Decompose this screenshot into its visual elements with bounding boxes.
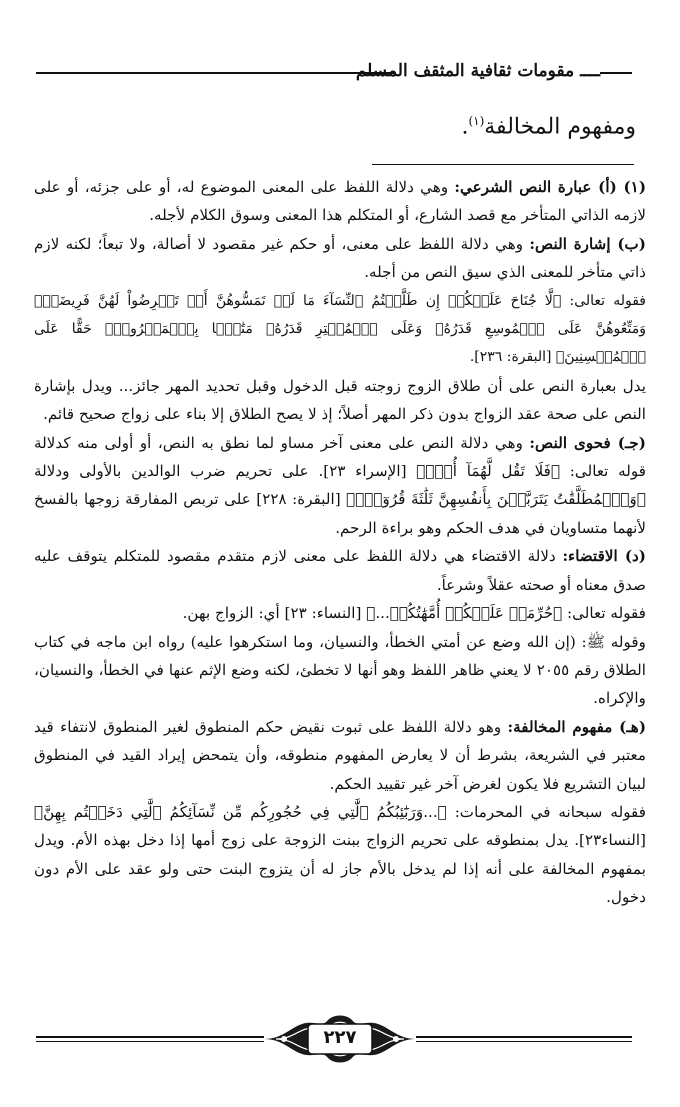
term-label: (ب) إشارة النص: xyxy=(529,234,646,253)
intro-line xyxy=(76,104,636,144)
running-header-title: ــــ مقومات ثقافية المثقف المسلم xyxy=(355,61,600,81)
quran-quote: فقوله تعالى: ﴿لَّا جُنَاحَ عَلَيۡكُمۡ إِن طَلَّقۡتُمُ ٱلنِّسَآءَ مَا لَمۡ تَمَسُّوهُنَّ أَوۡ تَفۡرِضُواْ لَهُنَّ فَرِيضَةٗۚ وَمَتِّعُوهُنَّ عَلَى ٱلۡمُوسِعِ قَدَرُهُۥ وَعَلَى ٱلۡمُقۡتِرِ قَدَرُهُۥ مَتَٰعَۢا بِٱلۡمَعۡرُوفِۖ حَقًّا عَلَى ٱلۡمُحۡسِنِينَ﴾ [البقرة: ٢٣٦]. xyxy=(34,292,646,366)
term-label: (جـ) فحوى النص: xyxy=(529,433,646,452)
intro-text: ومفهوم المخالفة xyxy=(484,114,636,140)
header-rule-right xyxy=(600,72,632,74)
paragraph-text: فقوله سبحانه في المحرمات: ﴿...وَرَبَٰٓئِبُكُمُ ٱلَّٰتِي فِي حُجُورِكُم مِّن نِّسَآئِكُمُ ٱلَّٰتِي دَخَلۡتُم بِهِنَّ﴾ [النساء٢٣]. يدل بمنطوقه على تحريم الزواج ببنت الزوجة على زوج أمها إذا دخل بهذه الأم. ويدل بمفهوم المخالفة على أنه إذا لم يدخل بالأم جاز له أن يتزوج البنت حتى ولو عقد على الأم دون دخول. xyxy=(34,802,646,907)
footnote-paragraph xyxy=(34,628,646,713)
term-label: (هـ) مفهوم المخالفة: xyxy=(507,717,647,736)
term-label: (د) الاقتضاء: xyxy=(562,547,646,566)
term-label: (١) (أ) عبارة النص الشرعي: xyxy=(454,178,647,196)
footnote-separator xyxy=(372,164,634,165)
footer-rule-right-thin xyxy=(416,1041,632,1042)
footnote-paragraph xyxy=(34,713,646,798)
footer-rule-right xyxy=(416,1036,632,1038)
footnote-paragraph xyxy=(34,429,646,543)
footnote-paragraph xyxy=(34,798,646,912)
paragraph-text: وهي دلالة النص على معنى آخر مساو لما نطق به النص، أو أولى منه كدلالة قوله تعالى: ﴿فَلَا تَقُل لَّهُمَآ أُفّٖ﴾ [الإسراء ٢٣]. على تحريم ضرب الوالدين بالأولى ودلالة ﴿وَٱلۡمُطَلَّقَٰتُ يَتَرَبَّصۡنَ بِأَنفُسِهِنَّ ثَلَٰثَةَ قُرُوٓءٖۚ﴾ [البقرة: ٢٢٨] على تربص المفارقة زوجها بالفسخ لأنهما متساويان في هدف الحكم وهو براءة الرحم. xyxy=(34,433,646,537)
paragraph-text: فقوله تعالى: ﴿حُرِّمَتۡ عَلَيۡكُمۡ أُمَّهَٰتُكُمۡ...﴾ [النساء: ٢٣] أي: الزواج بهن. xyxy=(182,604,646,623)
paragraph-text: وهي دلالة اللفظ على المعنى الموضوع له، أو على جزئه، أو على لازمه الذاتي المتأخر مع قصد الشارع، أو المتكلم هذا المعنى وسوق الكلام لأجله. xyxy=(34,178,646,225)
paragraph-text: وهي دلالة اللفظ على معنى، أو حكم غير مقصود لا أصالة، ولا تبعاً؛ لكنه لازم ذاتي متأخر للمعنى الذي سيق النص من أجله. xyxy=(34,234,646,282)
footnote-paragraph xyxy=(34,230,646,287)
header-rule-left xyxy=(36,72,396,74)
paragraph-text: يدل بعبارة النص على أن طلاق الزوج زوجته قبل الدخول وقبل تحديد المهر جائز... ويدل بإشارة النص على صحة عقد الزواج بدون ذكر المهر أصلاً؛ إذ لا يصح الطلاق إلا بناء على زواج صحيح قائم. xyxy=(34,376,646,424)
footnote-reference: (١) xyxy=(468,114,485,128)
paragraph-text: وقوله ﷺ: (إن الله وضع عن أمتي الخطأ، والنسيان، وما استكرهوا عليه) رواه ابن ماجه في كتاب الطلاق رقم ٢٠٥٥ لا يعني ظاهر اللفظ وهو أنها لا تخطئ، لكنه وضع الإثم عنها في الخطأ، والنسيان، والإكراه. xyxy=(34,632,646,708)
footnotes-block xyxy=(34,173,646,912)
paragraph-text: دلالة الاقتضاء هي دلالة اللفظ على معنى لازم متقدم مقصود للمتكلم يتوقف عليه صدق معناه أو صحته عقلاً وشرعاً. xyxy=(34,547,646,594)
footer-rule-left-thin xyxy=(36,1041,264,1042)
footnote-paragraph xyxy=(34,542,646,599)
footer-rule-left xyxy=(36,1036,264,1038)
footnote-paragraph xyxy=(34,173,646,230)
intro-end: . xyxy=(461,114,469,140)
footnote-paragraph xyxy=(34,372,646,429)
footnote-paragraph xyxy=(34,287,646,372)
page-number: ٢٢٧ xyxy=(323,1027,357,1048)
footnote-paragraph xyxy=(34,599,646,627)
paragraph-text: وهو دلالة اللفظ على ثبوت نقيض حكم المنطوق لغير المنطوق لانتفاء قيد معتبر في الشريعة، بشرط أن لا يعارض المفهوم منطوقه، وأن يتمحض إيراد القيد في المنطوق لبيان التشريع فلا يكون لغرض آخر غير تقييد الحكم. xyxy=(34,717,646,793)
